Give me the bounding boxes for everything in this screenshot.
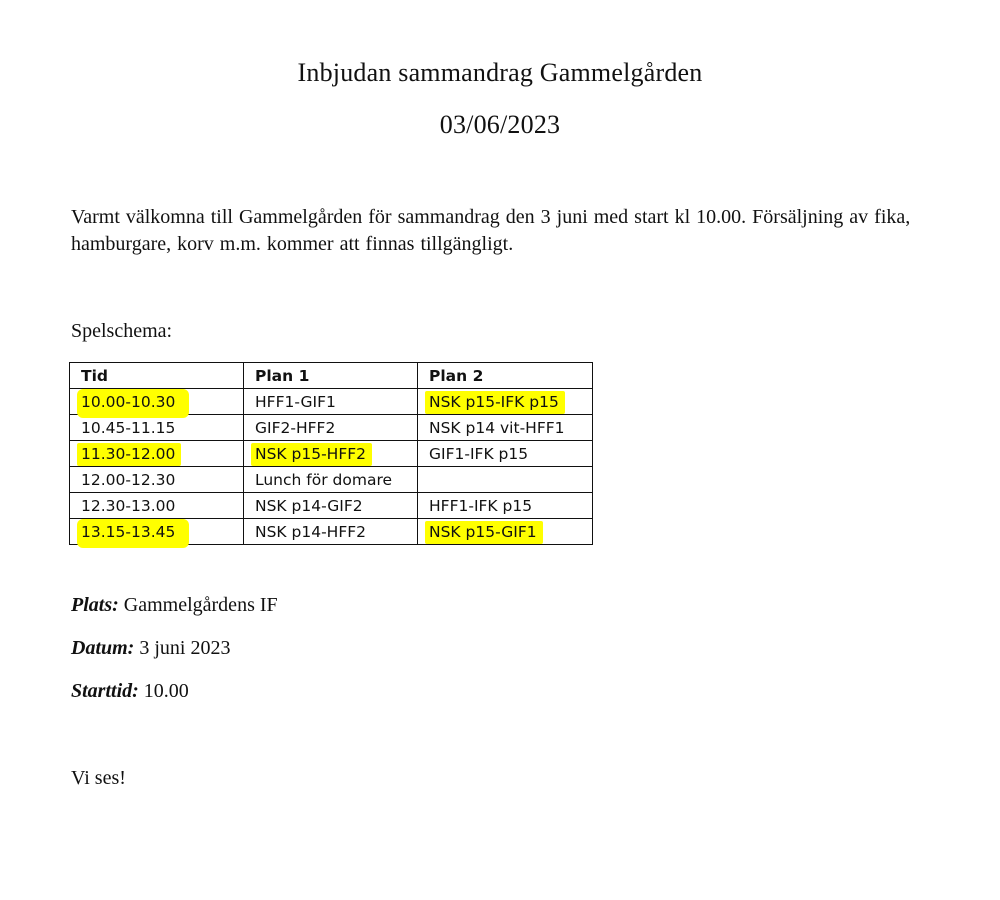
- datum-label: Datum:: [71, 637, 135, 659]
- table-row: [70, 415, 593, 441]
- datum-value: 3 juni 2023: [139, 637, 231, 659]
- table-row: [70, 467, 593, 493]
- time-cell: 12.00-12.30: [70, 467, 244, 493]
- plan1-cell: GIF2-HFF2: [244, 415, 418, 441]
- starttid-label: Starttid:: [71, 680, 139, 702]
- plan2-cell: GIF1-IFK p15: [418, 441, 593, 467]
- highlighted-time: 10.00-10.30: [77, 389, 189, 418]
- plan1-cell: [244, 441, 418, 467]
- schedule-label: Spelschema:: [71, 320, 173, 342]
- table-row: [70, 519, 593, 545]
- info-plats: [71, 594, 278, 617]
- highlighted-time: 11.30-12.00: [77, 443, 181, 466]
- closing-text: Vi ses!: [71, 767, 126, 789]
- schedule-table: [69, 362, 593, 545]
- header-plan-2: Plan 2: [418, 363, 593, 389]
- info-starttid: [71, 680, 189, 703]
- plan1-cell: NSK p14-HFF2: [244, 519, 418, 545]
- plan1-cell: Lunch för domare: [244, 467, 418, 493]
- header-tid: Tid: [70, 363, 244, 389]
- plan2-cell: HFF1-IFK p15: [418, 493, 593, 519]
- time-cell: 10.45-11.15: [70, 415, 244, 441]
- time-cell: [70, 389, 244, 415]
- starttid-value: 10.00: [143, 680, 189, 702]
- plan1-cell: HFF1-GIF1: [244, 389, 418, 415]
- plats-value: Gammelgårdens IF: [123, 594, 278, 616]
- plan1-cell: NSK p14-GIF2: [244, 493, 418, 519]
- table-row: [70, 441, 593, 467]
- plan2-cell: NSK p14 vit-HFF1: [418, 415, 593, 441]
- table-row: [70, 389, 593, 415]
- plan2-cell: [418, 467, 593, 493]
- document-title: Inbjudan sammandrag Gammelgården: [297, 58, 703, 87]
- document-date: 03/06/2023: [439, 110, 561, 139]
- header-plan-1: Plan 1: [244, 363, 418, 389]
- intro-paragraph: Varmt välkomna till Gammelgården för sammandrag den 3 juni med start kl 10.00. Försäljning av fika, hamburgare, korv m.m. kommer att finnas tillgängligt.: [71, 206, 911, 255]
- highlighted-match: NSK p15-GIF1: [425, 521, 543, 544]
- info-datum: [71, 637, 230, 660]
- plan2-cell: [418, 389, 593, 415]
- plats-label: Plats:: [71, 594, 119, 616]
- time-cell: [70, 519, 244, 545]
- highlighted-time: 13.15-13.45: [77, 519, 189, 548]
- plan2-cell: [418, 519, 593, 545]
- highlighted-match: NSK p15-HFF2: [251, 443, 372, 466]
- time-cell: 12.30-13.00: [70, 493, 244, 519]
- table-row: [70, 493, 593, 519]
- time-cell: [70, 441, 244, 467]
- table-header-row: [70, 363, 593, 389]
- highlighted-match: NSK p15-IFK p15: [425, 391, 565, 414]
